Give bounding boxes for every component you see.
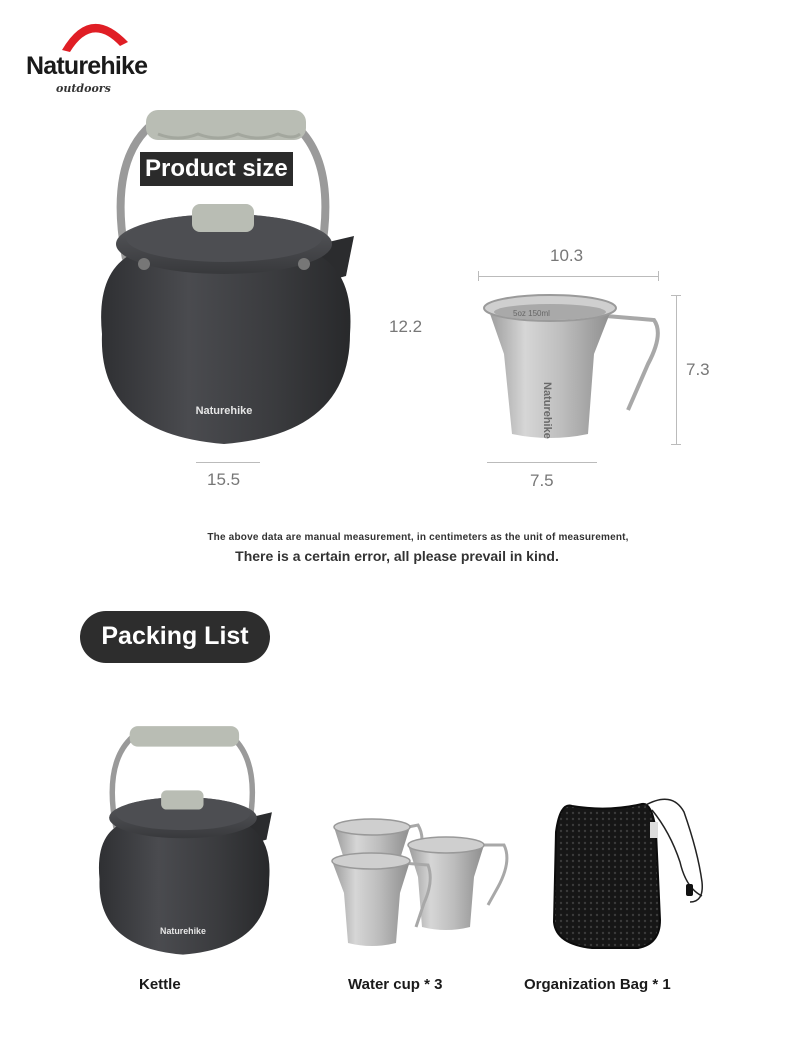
- measurement-note: The above data are manual measurement, in centimeters as the unit of measurement,: [207, 532, 629, 543]
- organization-bag-image: [552, 792, 712, 954]
- packing-list-title: Packing List: [80, 611, 270, 663]
- mountain-arc-icon: [60, 12, 130, 52]
- kettle-width-line: [196, 462, 260, 463]
- cup-bottom-width-dim: 7.5: [530, 471, 554, 490]
- error-note: There is a certain error, all please prevail in kind.: [235, 548, 559, 564]
- cup-top-width-line: [478, 276, 659, 277]
- kettle-caption: Kettle: [139, 976, 181, 993]
- cups-pack-image: [328, 815, 513, 953]
- cup-logo: Naturehike: [541, 382, 553, 439]
- kettle-logo: Naturehike: [195, 405, 253, 417]
- product-size-title: Product size: [140, 152, 293, 186]
- kettle-pack-image: [88, 722, 278, 958]
- kettle-pack-logo: Naturehike: [160, 926, 206, 937]
- cup-bottom-width-line: [487, 462, 597, 463]
- brand-logo: [22, 10, 167, 95]
- organization-bag-caption: Organization Bag * 1: [524, 976, 671, 993]
- cup-marks: 5oz 150ml: [513, 309, 550, 318]
- cup-height-line: [676, 295, 677, 445]
- cup-height-dim: 7.3: [686, 360, 710, 379]
- kettle-width-dim: 15.5: [207, 470, 241, 489]
- cup-illustration: [478, 290, 664, 446]
- kettle-height-dim: 12.2: [389, 317, 423, 336]
- cup-top-width-dim: 10.3: [550, 246, 584, 265]
- brand-subtitle: outdoors: [56, 82, 111, 95]
- water-cup-caption: Water cup * 3: [348, 976, 443, 993]
- brand-name: Naturehike: [26, 52, 148, 80]
